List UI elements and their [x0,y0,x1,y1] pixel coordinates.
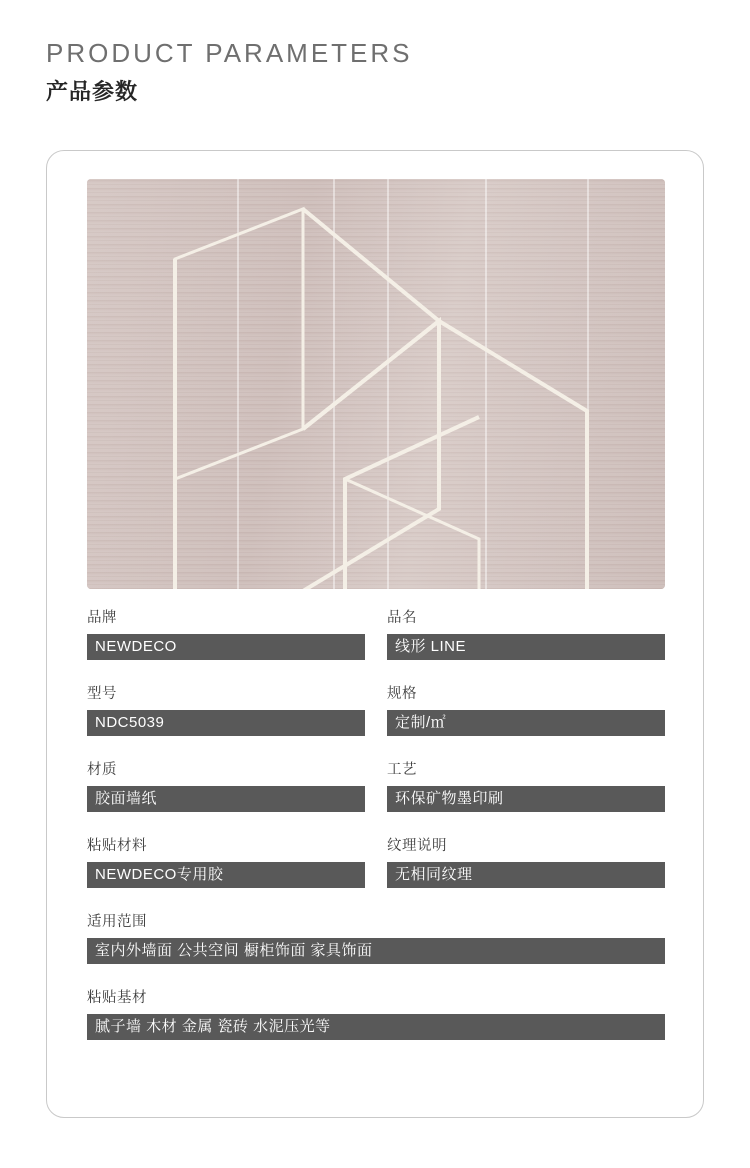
spec-cell-adhesive [87,834,365,888]
spec-value: 定制/㎡ [387,710,665,736]
spec-cell-model [87,682,365,736]
spec-label: 粘贴材料 [87,838,147,854]
spec-list [87,606,665,1062]
spec-cell-substrate [87,986,665,1040]
spec-cell-material [87,758,365,812]
spec-row [87,986,665,1040]
spec-cell-process [387,758,665,812]
page-title-cn: 产品参数 [46,79,139,105]
spec-value: NEWDECO [87,634,365,660]
page-title-en: PRODUCT PARAMETERS [46,38,413,68]
spec-value: 无相同纹理 [387,862,665,888]
spec-label: 工艺 [387,762,417,778]
spec-label: 品牌 [87,610,117,626]
spec-row [87,682,665,736]
spec-cell-application-scope [87,910,665,964]
spec-cell-brand [87,606,365,660]
spec-label: 规格 [387,686,417,702]
spec-label: 纹理说明 [387,838,447,854]
spec-cell-texture-note [387,834,665,888]
spec-label: 粘贴基材 [87,990,147,1006]
spec-label: 品名 [387,610,417,626]
spec-value: 环保矿物墨印刷 [387,786,665,812]
spec-cell-specification [387,682,665,736]
product-hero-image [87,179,665,589]
page-header [46,38,413,106]
spec-label: 型号 [87,686,117,702]
spec-value: NEWDECO专用胶 [87,862,365,888]
spec-label: 材质 [87,762,117,778]
spec-value: 室内外墙面 公共空间 橱柜饰面 家具饰面 [87,938,665,964]
spec-value: NDC5039 [87,710,365,736]
hero-line-art [87,179,665,589]
spec-row [87,606,665,660]
spec-value: 胶面墙纸 [87,786,365,812]
spec-row [87,910,665,964]
spec-row [87,758,665,812]
spec-value: 线形 LINE [387,634,665,660]
spec-label: 适用范围 [87,914,147,930]
spec-row [87,834,665,888]
spec-cell-product-name [387,606,665,660]
spec-value: 腻子墙 木材 金属 瓷砖 水泥压光等 [87,1014,665,1040]
parameters-card [46,150,704,1118]
